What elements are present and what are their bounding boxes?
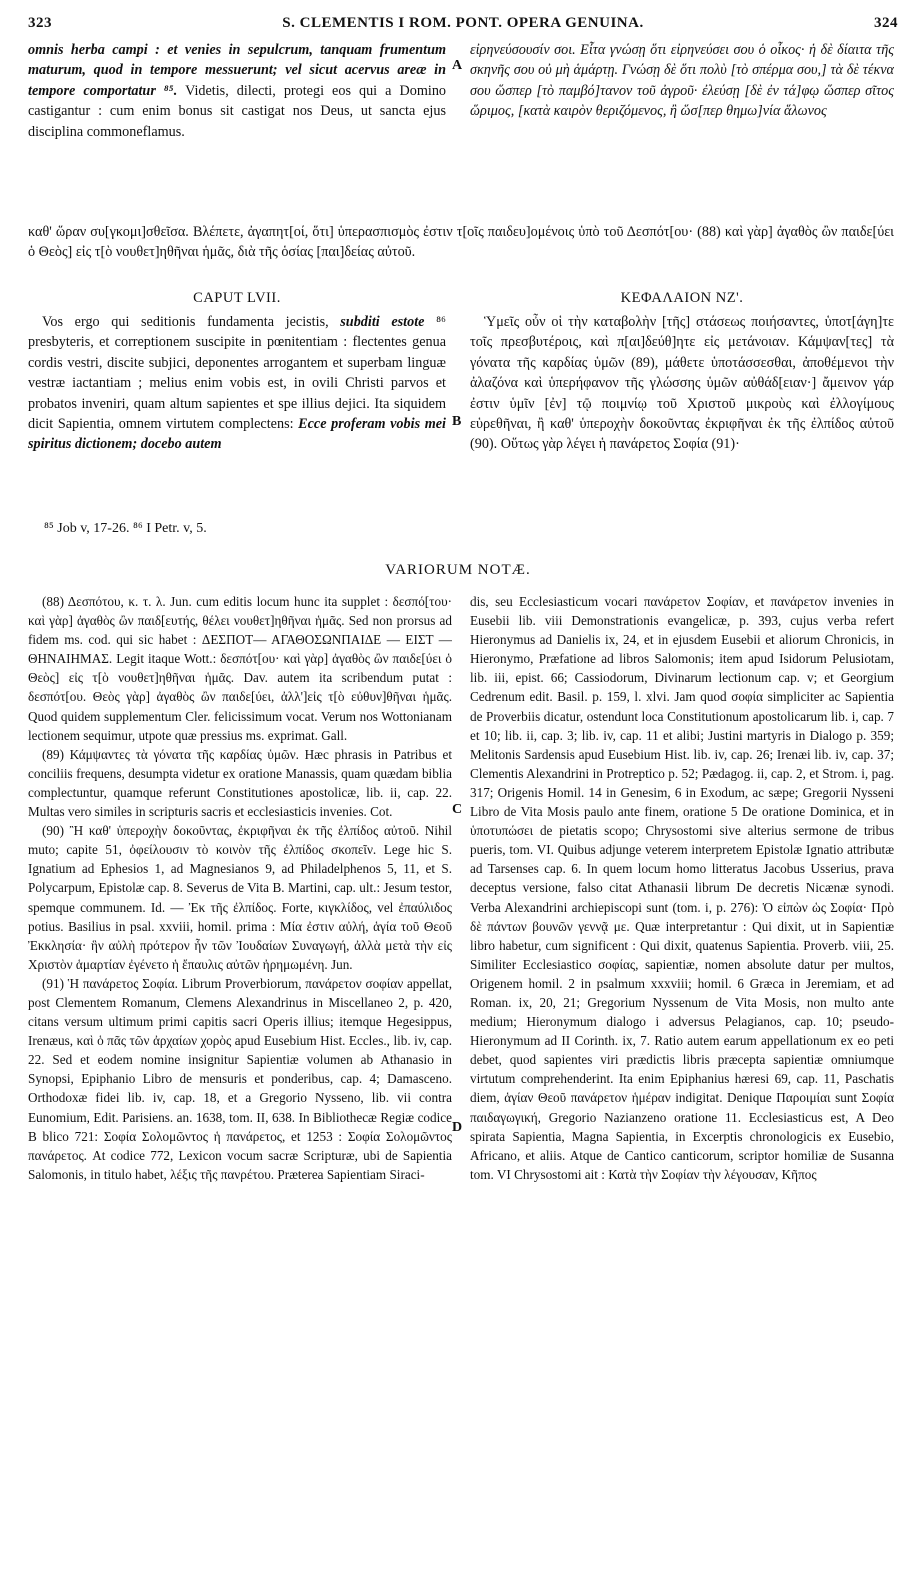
greek-chapter-paragraph: Ὑμεῖς οὖν οἱ τὴν καταβολὴν [τῆς] στάσεως ποιήσαντες, ὑποτ[άγη]τε τοῖς πρεσβυτέροις, καὶ π[αι]δεύθ]ητε εἰς μετάνοιαν. Κάμψαν[τες] τὰ γόνατα τῆς καρδίας ὑμῶν (89), μάθετε ὑποτάσσεσθαι, ἀποθέμενοι τὴν ἀλαζόνα καὶ ὑπερήφανον τῆς γλώσσης ὑμῶν αὐθάδ[ειαν·] ἄμεινον γάρ ἐστιν ὑμῖν [ἐν] τῷ ποιμνίῳ τοῦ Χριστοῦ μικροὺς καὶ ἐλλογίμους εὑρεθῆναι, ἢ καθ' ὑπεροχὴν δοκοῦντας ἐκριφῆναι ἐκ τῆς ἐλπίδος αὐτοῦ (90). Οὕτως γὰρ λέγει ἡ πανάρετος Σοφία (91)· [470,314,894,453]
margin-letter-c: C [452,802,463,817]
latin-chapter-italic-2: Ecce proferam vobis mei spiritus dictionem; docebo autem [28,416,446,453]
latin-intro-plain: Videtis, dilecti, protegi eos qui a Domino castigantur : cum enim bonus sit castigat nos Deus, ut sancta ejus disciplina commoneflamus. [28,82,446,140]
footnotes: ⁸⁵ Job v, 17-26. ⁸⁶ I Petr. v, 5. [44,521,207,536]
margin-letter-a: A [452,58,463,73]
page-number-left: 323 [28,14,52,31]
margin-letter-d: D [452,1120,463,1135]
latin-chapter-text [28,312,446,512]
latin-chapter-italic-1: subditi estote [340,314,425,330]
notes-left-column [28,592,452,1574]
notes-title: VARIORUM NOTÆ. [385,562,531,578]
chapter-title-greek: ΚΕΦΑΛΑΙΟΝ ΝΖ'. [620,290,744,306]
greek-bridge-text: καθ' ὥραν συ[γκομι]σθεῖσα. Βλέπετε, ἀγαπητ[οί, ὅτι] ὑπερασπισμὸς ἐστιν τ[οῖς παιδευ]ομένοις ὑπὸ τοῦ Δεσπότ[ου· (88) καὶ γὰρ] ἀγαθὸς ὢν παιδε[ύει ὁ Θεὸς] εἰς τ[ὸ νουθετ]ηθῆναι ἡμᾶς, διὰ τῆς ὁσίας [παι]δείας αὐτοῦ. [28,224,894,261]
notes-right-column [470,592,894,1574]
note-91: (91) Ἡ πανάρετος Σοφία. Librum Proverbiorum, πανάρετον σοφίαν appellat, post Clementem Romanum, Clemens Alexandrinus in Miscellaneo 2, p. 420, citans versum ultimum primi capitis sacri Operis illius; itemque Hegesippus, Irenæus, καὶ ὁ πᾶς τῶν ἀρχαίων χορὸς apud Eusebium Hist. Eccles., lib. iv, cap. 22. Sed et eodem nomine insignitur Sapientiæ volumen ab Athanasio in Synopsi, Epiphanio Libro de mensuris et ponderibus, cap. 4; Damasceno. Orthodoxæ fidei lib. iv, cap. 18, et a Gregorio Nysseno, lib. vii contra Eunomium, Edit. Parisiens. an. 1638, tom. II, 638. In Bibliothecæ Regiæ codice B blico 721: Σοφία Σολομῶντος ἡ πανάρετος, et 1253 : Σοφία Σολομῶντος πανάρετος. At codice 772, Lexicon vocum sacræ Scripturæ, ubi de Sapientia Salomonis, in titulo habet, λέξις τῆς πανρέτου. Præterea Sapientiam Siraci- [28,975,452,1182]
latin-chapter-plain-1: Vos ergo qui seditionis fundamenta jecistis, [42,314,341,330]
greek-chapter-text [470,312,894,512]
greek-top-text: εἰρηνεύσουσίν σοι. Εἶτα γνώσῃ ὅτι εἰρηνεύσει σου ὁ οἶκος· ἡ δὲ δίαιτα τῆς σκηνῆς σου οὐ μὴ ἁμάρτῃ. Γνώσῃ δὲ ὅτι πολὺ [τὸ σπέρμα σου,] τὰ δὲ τέκνα σου ὥσπερ [τὸ παμβό]τανον τοῦ ἀγροῦ· ἐλεύσῃ [δὲ ἐν τά]φῳ ὥσπερ σῖτος ὥριμος, [κατὰ καιρὸν θεριζόμενος, ἢ ὥσ[περ θημω]νία ἅλωνος [470,42,894,120]
note-91-continued: dis, seu Ecclesiasticum vocari πανάρετον Σοφίαν, et πανάρετον invenies in Eusebii lib. viii Demonstrationis evangelicæ, p. 393, cujus verba refert Hieronymus ad Danielis ix, 24, et in ejusdem Eusebii et aliorum Chronicis, in Hieronymo, Præfatione ad libros Salomonis; item apud Isidorum Pelusiotam, lib. iii, epist. 66; Cassiodorum, Divinarum lectionum cap. v; et Georgium Cedrenum edit. Basil. p. 159, l. xlvi. Jam quod σοφία simpliciter ac Sapientia de Proverbiis dicatur, ostendunt loca Constitutionum apostolicarum lib. i, cap. 7 et 10; lib. ii, cap. 3; lib. iv, cap. 11 et alibi; Justini martyris in Dialogo p. 359; Melitonis Sardensis apud Eusebium Hist. lib. iv, cap. 26; Irenæi lib. iv, cap. 37; Clementis Alexandrini in Protreptico p. 52; Pædagog. ii, cap. 2, et Strom. i, pag. 317; Origenis Homil. 14 in Genesim, 6 in Exodum, ac sæpe; Gregorii Nysseni Libro de Vita Mosis paulo ante finem, oratione 5 De oratione Dominica, et in ὑποτυπώσει de pietatis scopo; Chrysostomi sive alterius sermone de tribus pueris, tom. VI. Quibus adjunge veterem interpretem Epistolæ Ignatio attributæ ad Tarsenses cap. 6. In quem locum homo litteratus Jacobus Usserius, prava deceptus versione, falso citat Athanasii librum De decretis Nicænæ synodi. Verba Alexandrini archiepiscopi sunt (tom. i, p. 276): Ὁ εἰπὼν ὡς Σοφία· Πρὸ δὲ πάντων βουνῶν γεννᾷ με. Quæ interpretantur : Qui dixit, ut in Sapientiæ libro habetur, cum significent : Qui dixit, quatenus Sapientia. Proverb. viii, 25. Similiter Ecclesiastico σοφίας, sapientiæ, nomen absolute datur per multos, Origenem homil. 2 in psalmum xxxviii; homil. 6 Græca in Jeremiam, et ad Roman. ix, 20, 21; Gregorium Nyssenum de Vita Mosis, non multo ante medium; Hieronymum dialogo i adversus Pelagianos, cap. 10; pseudo-Hieronymum ad II Corinth. ix, 7. Ratio autem earum appellationum ex eo peti debet, quod sapientes viri prædictis libris præcepta sapientiæ omniumque virtutum comprehenderint. Ita enim Epiphanius hæresi 69, cap. 11, Paschatis diem, ἁγίαν Θεοῦ πανάρετον ἡμέραν indigitat. Denique Παροιμίαι sunt Σοφία παιδαγωγική, Gregorio Nazianzeno oratione 11. Ecclesiasticus est, A Deo spirata Sapientia, Magna Sapientia, in Excerptis chronologicis ex Eusebio, Africano, et aliis. Atque de Cantico canticorum, scriptor homiliæ de Susanna tom. VI Chrysostomi ait : Κατὰ τὴν Σοφίαν τὴν λέγουσαν, Κῆπος [470,594,894,1182]
note-89: (89) Κάμψαντες τὰ γόνατα τῆς καρδίας ὑμῶν. Hæc phrasis in Patribus et conciliis frequens, desumpta videtur ex oratione Manassis, quam quædam biblia complectuntur, quamque referunt Constitutiones apostolicæ, lib. ii, cap. 22. Multas vero similes in scripturis sacris et ecclesiasticis invenies. Cot. [28,746,452,820]
note-88: (88) Δεσπότου, κ. τ. λ. Jun. cum editis locum hunc ita supplet : δεσπό[του· καὶ γὰρ] ἀγαθὸς ὢν παιδ[ευτής, θέλει νουθετ]ηθῆναι ἡμᾶς. Sed non prorsus ad fidem ms. cod. qui sic habet : ΔΕΣΠΟΤ— ΑΓΑΘΟΣΩΝΠΑΙΔΕ — ΕΙΣΤ — ΘΗΝΑΙΗΜΑΣ. Legit itaque Wott.: δεσπότ[ου· καὶ γὰρ] ἀγαθὸς ὢν παιδε[ύει ὁ Θεὸς] εἰς τ[ὸ νουθετ]ηθῆναι ἡμᾶς. Dav. autem ita scribendum putat : δεσπότ[ου. Θεὸς γὰρ] ἀγαθὸς ὢν παιδε[ύει, ἀλλ']εἰς τ[ὸ εὐθυν]θῆναι ἡμᾶς. Quod quidem supplementum Cler. felicissimum vocat. Verum nos Wottonianam lectionem sequimur, utpote quæ pressius ms. exprimat. Gall. [28,594,452,743]
page-header [28,10,898,36]
latin-intro-italic: omnis herba campi : et venies in sepulcrum, tanquam frumentum maturum, quod in tempore messuerunt; vel sicut acervus areæ in tempore comportatur ⁸⁵. [28,42,446,99]
page-number-right: 324 [874,14,898,31]
running-title: S. CLEMENTIS I ROM. PONT. OPERA GENUINA. [282,14,644,31]
latin-column-top [28,40,446,222]
greek-column-top [470,40,894,222]
chapter-title-latin: CAPUT LVII. [193,290,281,306]
note-90: (90) Ἢ καθ' ὑπεροχὴν δοκοῦντας, ἐκριφῆναι ἐκ τῆς ἐλπίδος αὐτοῦ. Nihil muto; capite 51, ὀφείλουσιν τὸ κοινὸν τῆς ἐλπίδος σκοπεῖν. Lege hic S. Ignatium ad Ephesios 1, ad Magnesianos 9, ad Philadelphenos 5, 11, et S. Polycarpum, Epistolæ cap. 8. Severus de Vita B. Martini, cap. ult.: Jesum testor, spemque communem. Id. — Ἐκ τῆς ἐλπίδος. Forte, κιγκλίδος, vel ἐπαύλιδος potius. Basilius in psal. xxviii, homil. prima : Μία ἐστιν αὐλή, ἁγία τοῦ Θεοῦ Ἐκκλησία· ἣν αὐλὴ πρότερον ἦν τῶν Ἰουδαίων Συναγωγή, ἀλλὰ μετὰ τὴν εἰς Χριστὸν ἁμαρτίαν ἐγένετο ἡ ἔπαυλις αὐτῶν ἠρημωμένη. Jun. [28,823,452,972]
latin-chapter-plain-2: ⁸⁶ presbyteris, et correptionem suscipite in pœnitentiam : flectentes genua cordis vestri, discite subjici, deponentes arrogantem et superbam linguæ vestræ iactantiam ; melius enim vobis est, in ovili Christi parvos et probatos inveniri, quam altum sapientes et spe illius dejici. Ita siquidem dicit Sapientia, omnem virtutem complectens: [28,314,446,433]
margin-letter-b: B [452,414,462,429]
